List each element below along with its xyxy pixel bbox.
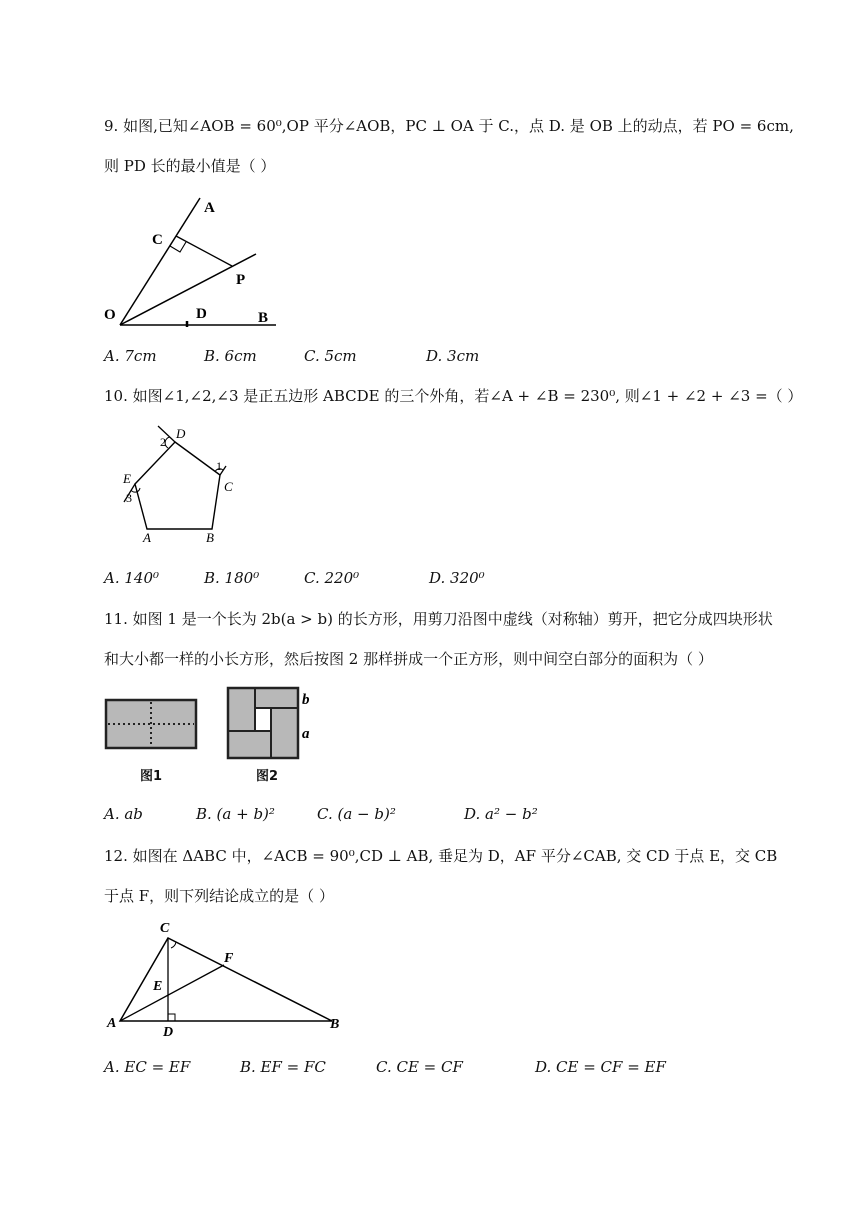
q9-option-b[interactable]: B. 6cm	[204, 347, 257, 365]
q12-option-b[interactable]: B. EF = FC	[240, 1058, 326, 1076]
label-b: b	[302, 692, 310, 708]
q11-figure1	[104, 698, 200, 758]
label-c: C	[160, 921, 170, 936]
label-e: E	[123, 471, 131, 486]
label-c: C	[152, 232, 163, 248]
ray-op	[120, 254, 256, 325]
label-3: 3	[126, 491, 132, 505]
q10-figure	[100, 420, 250, 550]
segment-pc	[176, 236, 232, 266]
q10-stem-line1: 10. 如图∠1,∠2,∠3 是正五边形 ABCDE 的三个外角，若∠A + ∠B = 230⁰, 则∠1 + ∠2 + ∠3 =（ ）	[104, 387, 803, 405]
q12-option-c[interactable]: C. CE = CF	[376, 1058, 463, 1076]
label-a: a	[302, 726, 310, 742]
label-f: F	[224, 951, 234, 966]
q10-option-c[interactable]: C. 220⁰	[304, 569, 360, 587]
label-1: 1	[216, 459, 222, 473]
q10-option-d[interactable]: D. 320⁰	[429, 569, 485, 587]
fig2-caption: 图2	[256, 769, 279, 784]
q10-option-b[interactable]: B. 180⁰	[204, 569, 260, 587]
q11-stem-line1: 11. 如图 1 是一个长为 2b(a > b) 的长方形，用剪刀沿图中虚线（对称轴）剪开，把它分成四块形状	[104, 610, 773, 628]
label-a: A	[204, 200, 215, 216]
label-d: D	[176, 426, 186, 441]
right-angle-mark	[170, 242, 186, 252]
q11-figure2	[226, 686, 326, 762]
q11-option-b[interactable]: B. (a + b)²	[196, 805, 275, 823]
q9-figure	[100, 192, 290, 334]
label-b: B	[206, 530, 214, 545]
label-a: A	[107, 1016, 117, 1031]
q12-stem-line2: 于点 F，则下列结论成立的是（ ）	[104, 887, 334, 905]
right-angle-c	[171, 942, 176, 948]
label-b: B	[330, 1017, 340, 1032]
q9-stem-line1: 9. 如图,已知∠AOB = 60⁰,OP 平分∠AOB，PC ⊥ OA 于 C.，点 D. 是 OB 上的动点，若 PO = 6cm,	[104, 117, 794, 135]
label-p: P	[236, 272, 246, 288]
label-c: C	[224, 479, 233, 494]
q9-stem-line2: 则 PD 长的最小值是（ ）	[104, 157, 276, 175]
q10-option-a[interactable]: A. 140⁰	[104, 569, 160, 587]
q9-option-c[interactable]: C. 5cm	[304, 347, 357, 365]
label-a: A	[143, 530, 151, 545]
q12-stem-line1: 12. 如图在 ΔABC 中，∠ACB = 90⁰,CD ⊥ AB, 垂足为 D，AF 平分∠CAB, 交 CD 于点 E，交 CB	[104, 847, 778, 865]
label-b: B	[258, 310, 269, 326]
label-d: D	[196, 306, 207, 322]
q11-option-c[interactable]: C. (a − b)²	[317, 805, 396, 823]
label-d: D	[163, 1025, 174, 1040]
label-o: O	[104, 307, 116, 323]
q12-option-d[interactable]: D. CE = CF = EF	[535, 1058, 666, 1076]
center-hole	[255, 708, 271, 731]
fig1-caption: 图1	[140, 769, 163, 784]
ray-oa	[120, 198, 200, 325]
q11-stem-line2: 和大小都一样的小长方形，然后按图 2 那样拼成一个正方形，则中间空白部分的面积为（ ）	[104, 650, 713, 668]
q12-option-a[interactable]: A. EC = EF	[104, 1058, 191, 1076]
q9-option-a[interactable]: A. 7cm	[104, 347, 157, 365]
q12-figure	[104, 918, 354, 1038]
pentagon-abcde	[135, 442, 220, 529]
q11-option-a[interactable]: A. ab	[104, 805, 143, 823]
label-e: E	[153, 979, 163, 994]
q9-option-d[interactable]: D. 3cm	[426, 347, 480, 365]
label-2: 2	[160, 435, 166, 449]
right-angle-d	[168, 1014, 175, 1021]
q11-option-d[interactable]: D. a² − b²	[464, 805, 538, 823]
